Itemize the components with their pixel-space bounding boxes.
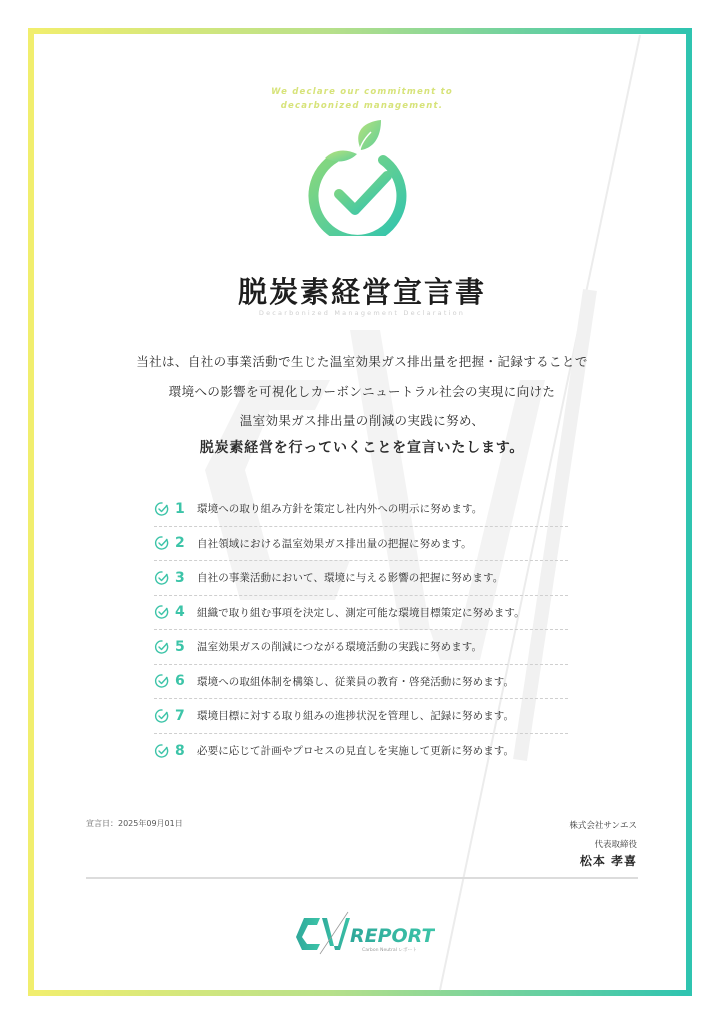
check-circle-icon: [154, 639, 170, 655]
check-circle-icon: [154, 708, 170, 724]
commitment-text: 環境への取組体制を構築し、従業員の教育・啓発活動に努めます。: [197, 675, 515, 688]
commitment-text: 必要に応じて計画やプロセスの見直しを実施して更新に努めます。: [197, 745, 515, 758]
commitment-number: 8: [175, 742, 185, 759]
tagline-line-2: decarbonized management.: [280, 101, 444, 111]
check-circle-icon: [154, 501, 170, 517]
check-circle-icon: [154, 673, 170, 689]
commitment-item: [154, 527, 568, 562]
check-circle-icon: [154, 570, 170, 586]
company-block: [569, 817, 637, 855]
document-title: 脱炭素経営宣言書: [237, 275, 486, 309]
intro-line-4: 脱炭素経営を行っていくことを宣言いたします。: [199, 440, 525, 456]
commitment-item: [154, 734, 568, 769]
tagline-line-1: We declare our commitment to: [271, 87, 453, 97]
logo-wordmark: REPORT: [350, 925, 435, 947]
commitment-number: 7: [175, 707, 185, 724]
signer-position: 代表取締役: [594, 840, 637, 850]
document-subtitle: Decarbonized Management Declaration: [258, 309, 466, 317]
commitment-item: [154, 630, 568, 665]
commitment-item: [154, 596, 568, 631]
company-name: 株式会社サンエス: [569, 821, 637, 831]
commitment-item: [154, 492, 568, 527]
check-circle-icon: [154, 535, 170, 551]
commitment-item: [154, 665, 568, 700]
commitment-text: 環境への取り組み方針を策定し社内外への明示に努めます。: [197, 503, 483, 516]
commitment-text: 自社領域における温室効果ガス排出量の把握に努めます。: [197, 537, 472, 550]
commitment-text: 環境目標に対する取り組みの進捗状況を管理し、記録に努めます。: [197, 710, 515, 723]
commitment-number: 6: [175, 673, 185, 690]
commitment-text: 自社の事業活動において、環境に与える影響の把握に努めます。: [197, 572, 504, 585]
commitment-text: 温室効果ガスの削減につながる環境活動の実践に努めます。: [197, 641, 483, 654]
declaration-date: 宣言日：2025年09月01日: [86, 819, 183, 828]
commitment-number: 4: [175, 604, 185, 621]
commitment-text: 組織で取り組む事項を決定し、測定可能な環境目標策定に努めます。: [197, 606, 525, 619]
commitment-number: 5: [175, 638, 185, 655]
cn-report-logo: [290, 910, 435, 956]
leaf-check-icon: [305, 118, 417, 236]
signature-divider: [86, 877, 638, 879]
intro-line-1: 当社は、自社の事業活動で生じた温室効果ガス排出量を把握・記録することで: [136, 354, 588, 369]
commitment-number: 2: [175, 535, 185, 552]
commitment-number: 1: [175, 500, 185, 517]
intro-line-2: 環境への影響を可視化しカーボンニュートラル社会の実現に向けた: [168, 384, 556, 399]
commitment-list: [154, 492, 568, 768]
commitment-item: [154, 699, 568, 734]
check-circle-icon: [154, 604, 170, 620]
intro-line-3: 温室効果ガス排出量の削減の実践に努め、: [239, 413, 485, 428]
signer-name: 松本 孝喜: [579, 854, 637, 868]
check-circle-icon: [154, 743, 170, 759]
commitment-number: 3: [175, 569, 185, 586]
logo-subtext: Carbon Neutral レポート: [362, 948, 417, 953]
commitment-item: [154, 561, 568, 596]
